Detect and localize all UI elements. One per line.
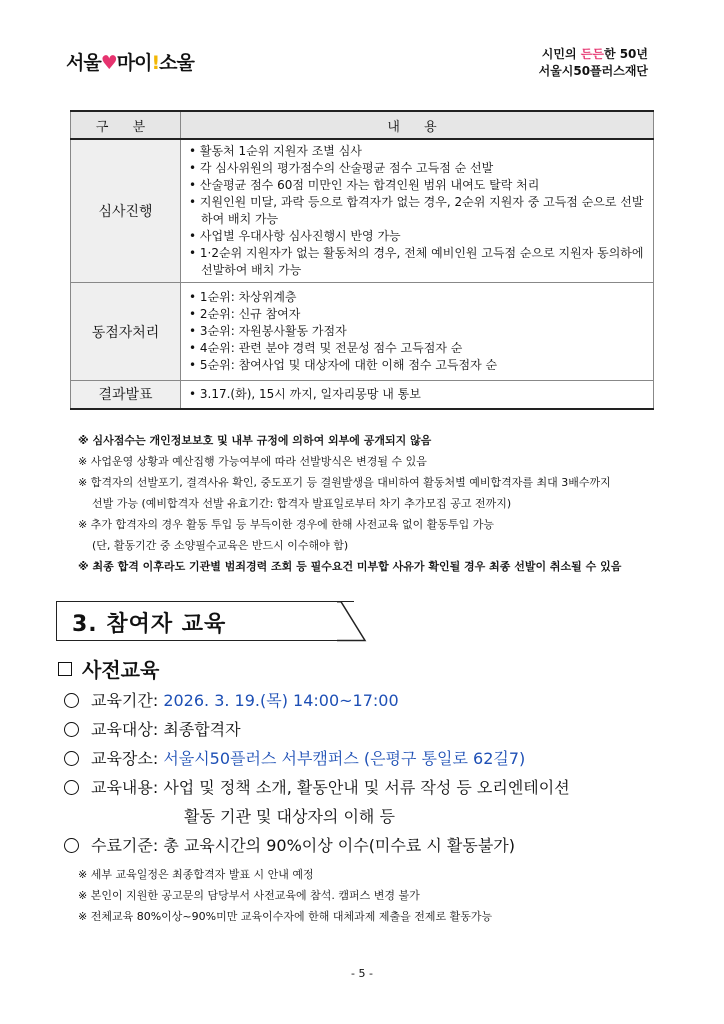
- slogan-line: 시민의 든든한 50년: [541, 47, 648, 61]
- list-item: 교육대상: 최종합격자: [64, 715, 674, 744]
- list-item: • 사업별 우대사항 심사진행시 반영 가능: [189, 229, 401, 243]
- note: ※ 본인이 지원한 공고문의 담당부서 사전교육에 참석. 캠퍼스 변경 불가: [78, 889, 420, 902]
- list-item: • 활동처 1순위 지원자 조별 심사: [189, 144, 362, 158]
- subsection-title: 사전교육: [58, 654, 159, 683]
- row-category: 심사진행: [71, 139, 181, 283]
- circle-bullet-icon: [64, 751, 79, 766]
- list-item: 교육장소: 서울시50플러스 서부캠퍼스 (은평구 통일로 62길7): [64, 744, 674, 773]
- list-item: 수료기준: 총 교육시간의 90%이상 이수(미수료 시 활동불가): [64, 831, 674, 860]
- list-item-continuation: 활동 기관 및 대상자의 이해 등: [184, 807, 395, 826]
- note: ※ 추가 합격자의 경우 활동 투입 등 부득이한 경우에 한해 사전교육 없이 활동투입 가능: [78, 518, 494, 531]
- list-item: • 5순위: 참여사업 및 대상자에 대한 이해 점수 고득점자 순: [189, 358, 498, 372]
- circle-bullet-icon: [64, 780, 79, 795]
- note: ※ 전체교육 80%이상~90%미만 교육이수자에 한해 대체과제 제출을 전제로 활동가능: [78, 910, 493, 923]
- list-item: • 3순위: 자원봉사활동 가점자: [189, 324, 347, 338]
- selection-table: [70, 110, 654, 410]
- note-continuation: (단, 활동기간 중 소양필수교육은 반드시 이수해야 함): [92, 539, 349, 552]
- circle-bullet-icon: [64, 693, 79, 708]
- page-number: - 5 -: [351, 967, 373, 980]
- note: ※ 세부 교육일정은 최종합격자 발표 시 안내 예정: [78, 868, 314, 881]
- row-category: 동점자처리: [71, 283, 181, 381]
- row-category: 결과발표: [71, 381, 181, 409]
- header-category: 구 분: [71, 111, 181, 139]
- list-item: • 4순위: 관련 분야 경력 및 전문성 점수 고득점자 순: [189, 341, 463, 355]
- list-item: • 3.17.(화), 15시 까지, 일자리몽땅 내 통보: [189, 386, 421, 401]
- education-notes: [78, 864, 492, 927]
- list-item: • 지원인원 미달, 과락 등으로 합격자가 없는 경우, 2순위 지원자 중 고득점 순으로 선발하여 배치 가능: [189, 195, 644, 226]
- table-row: [71, 283, 654, 381]
- note: ※ 합격자의 선발포기, 결격사유 확인, 중도포기 등 결원발생을 대비하여 활동처별 예비합격자를 최대 3배수까지: [78, 476, 611, 489]
- list-item: • 1순위: 차상위계층: [189, 290, 297, 304]
- education-items: [64, 686, 674, 860]
- seoul-my-soul-logo: 서울♥마이!소울: [66, 52, 194, 74]
- note: ※ 사업운영 상황과 예산집행 가능여부에 따라 선발방식은 변경될 수 있음: [78, 455, 427, 468]
- notes: [78, 430, 621, 577]
- list-item: • 산술평균 점수 60점 미만인 자는 합격인원 범위 내여도 탈락 처리: [189, 178, 540, 192]
- org-name: 서울시50플러스재단: [538, 64, 648, 78]
- header-slogan: [539, 46, 648, 80]
- circle-bullet-icon: [64, 838, 79, 853]
- note: ※ 심사점수는 개인정보보호 및 내부 규정에 의하여 외부에 공개되지 않음: [78, 434, 432, 447]
- header-content: 내 용: [181, 111, 654, 139]
- table-row: [71, 381, 654, 409]
- square-bullet-icon: [58, 662, 72, 676]
- list-item: 교육기간: 2026. 3. 19.(목) 14:00~17:00: [64, 686, 674, 715]
- section-title: 3. 참여자 교육: [72, 612, 227, 637]
- row-content: [181, 283, 654, 381]
- table-row: [71, 139, 654, 283]
- row-content: [181, 381, 654, 409]
- list-item: 교육내용: 사업 및 정책 소개, 활동안내 및 서류 작성 등 오리엔테이션: [64, 773, 674, 802]
- list-item: • 각 심사위원의 평가점수의 산술평균 점수 고득점 순 선발: [189, 161, 494, 175]
- list-item: • 2순위: 신규 참여자: [189, 307, 301, 321]
- circle-bullet-icon: [64, 722, 79, 737]
- row-content: [181, 139, 654, 283]
- note: ※ 최종 합격 이후라도 기관별 범죄경력 조회 등 필수요건 미부합 사유가 확인될 경우 최종 선발이 취소될 수 있음: [78, 560, 622, 573]
- list-item: • 1·2순위 지원자가 없는 활동처의 경우, 전체 예비인원 고득점 순으로 지원자 동의하에 선발하여 배치 가능: [189, 246, 644, 277]
- heart-icon: ♥: [100, 52, 117, 74]
- note-continuation: 선발 가능 (예비합격자 선발 유효기간: 합격자 발표일로부터 차기 추가모집 공고 전까지): [92, 497, 512, 510]
- section-box-corner: [337, 601, 367, 642]
